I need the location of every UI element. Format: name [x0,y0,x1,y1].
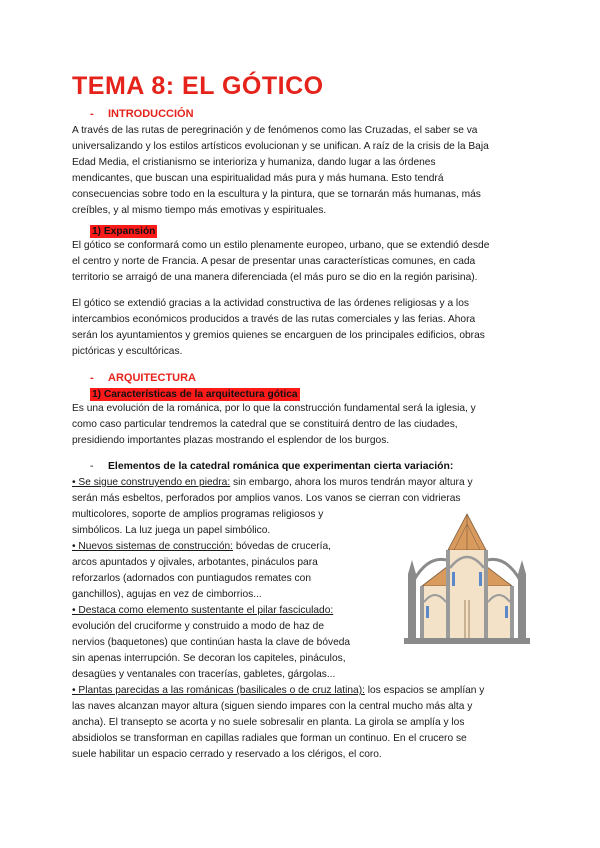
subheading-expansion: 1) Expansión [92,226,156,237]
right-nave-wall [484,550,488,638]
item-lead: • Plantas parecidas a las románicas (basilicales o de cruz latina): [72,685,365,696]
text-line: absidiolos se transforman en capillas radiales que forman un continuo. En el crucero se [72,733,467,744]
arquitectura-paragraph [72,401,476,449]
text-line: serán más esbeltos, perforados por amplios vanos. Los vanos se cierran con vidrieras [72,493,461,504]
text-line: presidiendo importantes plazas mostrando el esplendor de los burgos. [72,435,390,446]
left-aisle-roof [422,566,448,586]
window [426,606,429,618]
intro-paragraph [72,123,489,219]
text-line: creíbles, y al mismo tiempo más emotivas y espirituales. [72,205,327,216]
text-line: nervios (baquetones) que continúan hasta la clave de bóveda [72,637,351,648]
left-pinnacle [408,560,416,574]
right-pinnacle [518,560,526,574]
expansion-paragraph-2 [72,296,485,360]
text-line: suele habilitar un espacio cerrado y reservado a los clérigos, el coro. [72,749,382,760]
item-lead: • Nuevos sistemas de construcción: [72,541,233,552]
text-line: reforzarlos (adornados con puntiagudos remates con [72,573,311,584]
text-line: arcos apuntados y ojivales, arbotantes, pináculos para [72,557,318,568]
text-line: evolución del cruciforme y construido a modo de haz de [72,621,324,632]
item-text: sin embargo, ahora los muros tendrán mayor altura y [230,477,473,488]
section-title: INTRODUCCIÓN [108,108,194,120]
elements-heading-text: Elementos de la catedral románica que experimentan cierta variación: [108,461,454,472]
text-line: Edad Media, el cristianismo se interioriza y humaniza, dando lugar a las órdenes [72,157,436,168]
text-line: las naves alcanzan mayor altura (siguen siendo impares con la central mucho más alta y [72,701,473,712]
expansion-paragraph-1 [72,238,489,286]
item-text: los espacios se amplían y [364,685,485,696]
text-line: El gótico se extendió gracias a la actividad constructiva de las órdenes religiosas y a los [72,298,469,309]
text-line: universalizando y los estilos artísticos evolucionan y se unifican. A raíz de la crisis de la Baja [72,141,489,152]
list-item [72,683,484,699]
page-title: TEMA 8: EL GÓTICO [72,72,324,100]
item-text: bóvedas de crucería, [232,541,331,552]
window [479,572,482,586]
text-line: Es una evolución de la románica, por lo que la construcción fundamental será la iglesia, y [72,403,476,414]
right-outer-wall [510,586,514,638]
section-bullet: - [90,372,94,384]
text-line: multicolores, soporte de amplios programas religiosos y [72,509,324,520]
left-buttress [408,574,416,638]
item-lead: • Se sigue construyendo en piedra: [72,477,231,488]
right-aisle-roof [486,566,512,586]
text-line: desagües y ventanales con tracerías, gabletes, gárgolas... [72,669,336,680]
subheading-caracteristicas: 1) Características de la arquitectura gótica [92,389,298,400]
text-line: el centro y norte de Francia. A pesar de presentar unas características comunes, en cada [72,256,476,267]
text-line: sin apenas interrupción. Se decoran los capiteles, pináculos, [72,653,346,664]
text-line: pictóricas y escultóricas. [72,346,183,357]
text-line: intercambios económicos producidos a través de las rutas comerciales y las ferias. Ahora [72,314,476,325]
text-line: El gótico se conformará como un estilo plenamente europeo, urbano, que se extendió desde [72,240,490,251]
section-bullet: - [90,108,94,120]
section-title: ARQUITECTURA [108,372,196,384]
list-item [72,475,484,491]
text-line: simbólicos. La luz juega un papel simbólico. [72,525,271,536]
text-line: mendicantes, que buscan una espiritualidad más pura y más humana. Esto tendrá [72,173,444,184]
list-bullet: - [90,461,94,472]
section-heading-introduccion [90,108,194,120]
left-outer-wall [420,586,424,638]
window [505,606,508,618]
ground [404,638,530,644]
section-heading-arquitectura [90,372,196,384]
text-line: como caso particular tendremos la catedral que se constituirá dentro de las ciudades, [72,419,458,430]
text-line: territorio se arraigó de una manera diferenciada (el más puro se dio en la región parisina). [72,272,478,283]
text-line: ancha). El transepto se acorta y no suele sobresalir en planta. La girola se amplía y los [72,717,465,728]
window [452,572,455,586]
right-buttress [518,574,526,638]
cathedral-section-illustration [404,510,530,644]
left-nave-wall [446,550,450,638]
text-line: A través de las rutas de peregrinación y de fenómenos como las Cruzadas, el saber se va [72,125,478,136]
text-line: serán los ayuntamientos y gremios quienes se encarguen de los principales edificios, obras [72,330,485,341]
elements-heading [90,461,453,472]
text-line: consecuencias sobre todo en la escultura y la pintura, que se tornarán más humanas, más [72,189,481,200]
text-line: ganchillos), agujas en vez de cimborrios... [72,589,262,600]
item-lead: • Destaca como elemento sustentante el pilar fasciculado: [72,605,334,616]
